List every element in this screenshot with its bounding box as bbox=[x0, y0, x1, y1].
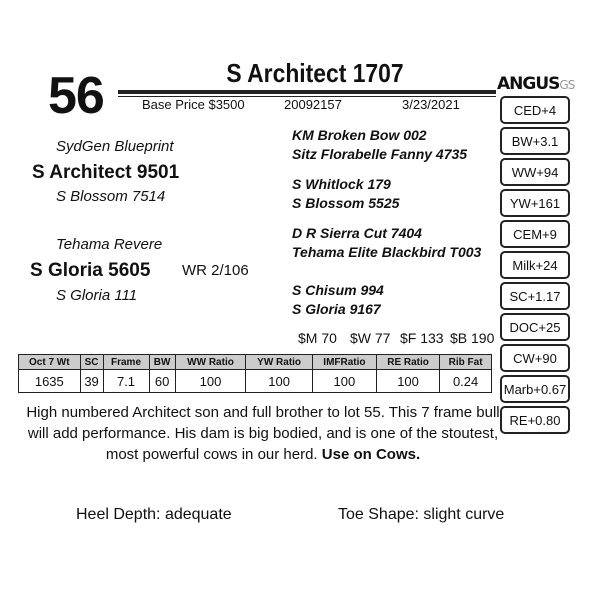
epd-doc: DOC+25 bbox=[500, 313, 570, 341]
value-cell: 60 bbox=[149, 370, 175, 393]
lot-description bbox=[22, 402, 504, 465]
value-cell: 100 bbox=[175, 370, 246, 393]
performance-header-row bbox=[19, 355, 492, 370]
epd-ced: CED+4 bbox=[500, 96, 570, 124]
header-cell: Oct 7 Wt bbox=[19, 355, 81, 370]
ggp-7: S Chisum 994 bbox=[292, 282, 384, 298]
epd-cw: CW+90 bbox=[500, 344, 570, 372]
epd-milk: Milk+24 bbox=[500, 251, 570, 279]
epd-bw: BW+3.1 bbox=[500, 127, 570, 155]
registration-number: 20092157 bbox=[284, 97, 342, 112]
angus-logo bbox=[497, 74, 574, 94]
index-f: $F 133 bbox=[400, 330, 444, 346]
title-rule bbox=[118, 90, 496, 94]
ggp-6: Tehama Elite Blackbird T003 bbox=[292, 244, 482, 260]
sire-sire: SydGen Blueprint bbox=[56, 138, 174, 155]
dam-dam: S Gloria 111 bbox=[56, 287, 138, 304]
sire-dam: S Blossom 7514 bbox=[56, 188, 166, 205]
header-cell: BW bbox=[149, 355, 175, 370]
index-m: $M 70 bbox=[298, 330, 337, 346]
index-b: $B 190 bbox=[450, 330, 495, 346]
epd-marb: Marb+0.67 bbox=[500, 375, 570, 403]
sire: S Architect 9501 bbox=[32, 162, 180, 183]
header-cell: Frame bbox=[103, 355, 149, 370]
animal-name: S Architect 1707 bbox=[226, 58, 404, 88]
performance-table bbox=[18, 354, 492, 393]
epd-cem: CEM+9 bbox=[500, 220, 570, 248]
dam-record: WR 2/106 bbox=[182, 262, 249, 279]
dam-sire: Tehama Revere bbox=[56, 236, 163, 253]
value-cell: 7.1 bbox=[103, 370, 149, 393]
ggp-1: KM Broken Bow 002 bbox=[292, 127, 427, 143]
epd-sc: SC+1.17 bbox=[500, 282, 570, 310]
ggp-3: S Whitlock 179 bbox=[292, 176, 391, 192]
ggp-2: Sitz Florabelle Fanny 4735 bbox=[292, 146, 468, 162]
ggp-4: S Blossom 5525 bbox=[292, 195, 400, 211]
value-cell: 100 bbox=[376, 370, 439, 393]
value-cell: 1635 bbox=[19, 370, 81, 393]
toe-shape: Toe Shape: slight curve bbox=[338, 506, 505, 523]
value-cell: 100 bbox=[246, 370, 313, 393]
header-cell: WW Ratio bbox=[175, 355, 246, 370]
ggp-8: S Gloria 9167 bbox=[292, 301, 381, 317]
header-cell: IMFRatio bbox=[312, 355, 376, 370]
header-cell: Rib Fat bbox=[440, 355, 492, 370]
dam: S Gloria 5605 bbox=[30, 260, 151, 281]
logo-suffix: GS bbox=[559, 78, 575, 92]
description-text: High numbered Architect son and full brother to lot 55. This 7 frame bull will add performance. His dam is big bodied, and is one of the stoutest, most powerful cows in our herd. bbox=[26, 404, 500, 463]
birth-date: 3/23/2021 bbox=[402, 97, 460, 112]
heel-depth: Heel Depth: adequate bbox=[76, 506, 232, 523]
index-w: $W 77 bbox=[350, 330, 391, 346]
lot-number: 56 bbox=[48, 67, 104, 125]
value-cell: 100 bbox=[312, 370, 376, 393]
value-cell: 39 bbox=[80, 370, 103, 393]
header-cell: RE Ratio bbox=[376, 355, 439, 370]
description-emphasis: Use on Cows. bbox=[321, 446, 421, 463]
epd-ww: WW+94 bbox=[500, 158, 570, 186]
ggp-5: D R Sierra Cut 7404 bbox=[292, 225, 422, 241]
value-cell: 0.24 bbox=[440, 370, 492, 393]
header-cell: SC bbox=[80, 355, 103, 370]
header-cell: YW Ratio bbox=[246, 355, 313, 370]
logo-main: ANGUS bbox=[497, 74, 560, 94]
epd-re: RE+0.80 bbox=[500, 406, 570, 434]
epd-yw: YW+161 bbox=[500, 189, 570, 217]
performance-value-row bbox=[19, 370, 492, 393]
base-price: Base Price $3500 bbox=[142, 97, 245, 112]
